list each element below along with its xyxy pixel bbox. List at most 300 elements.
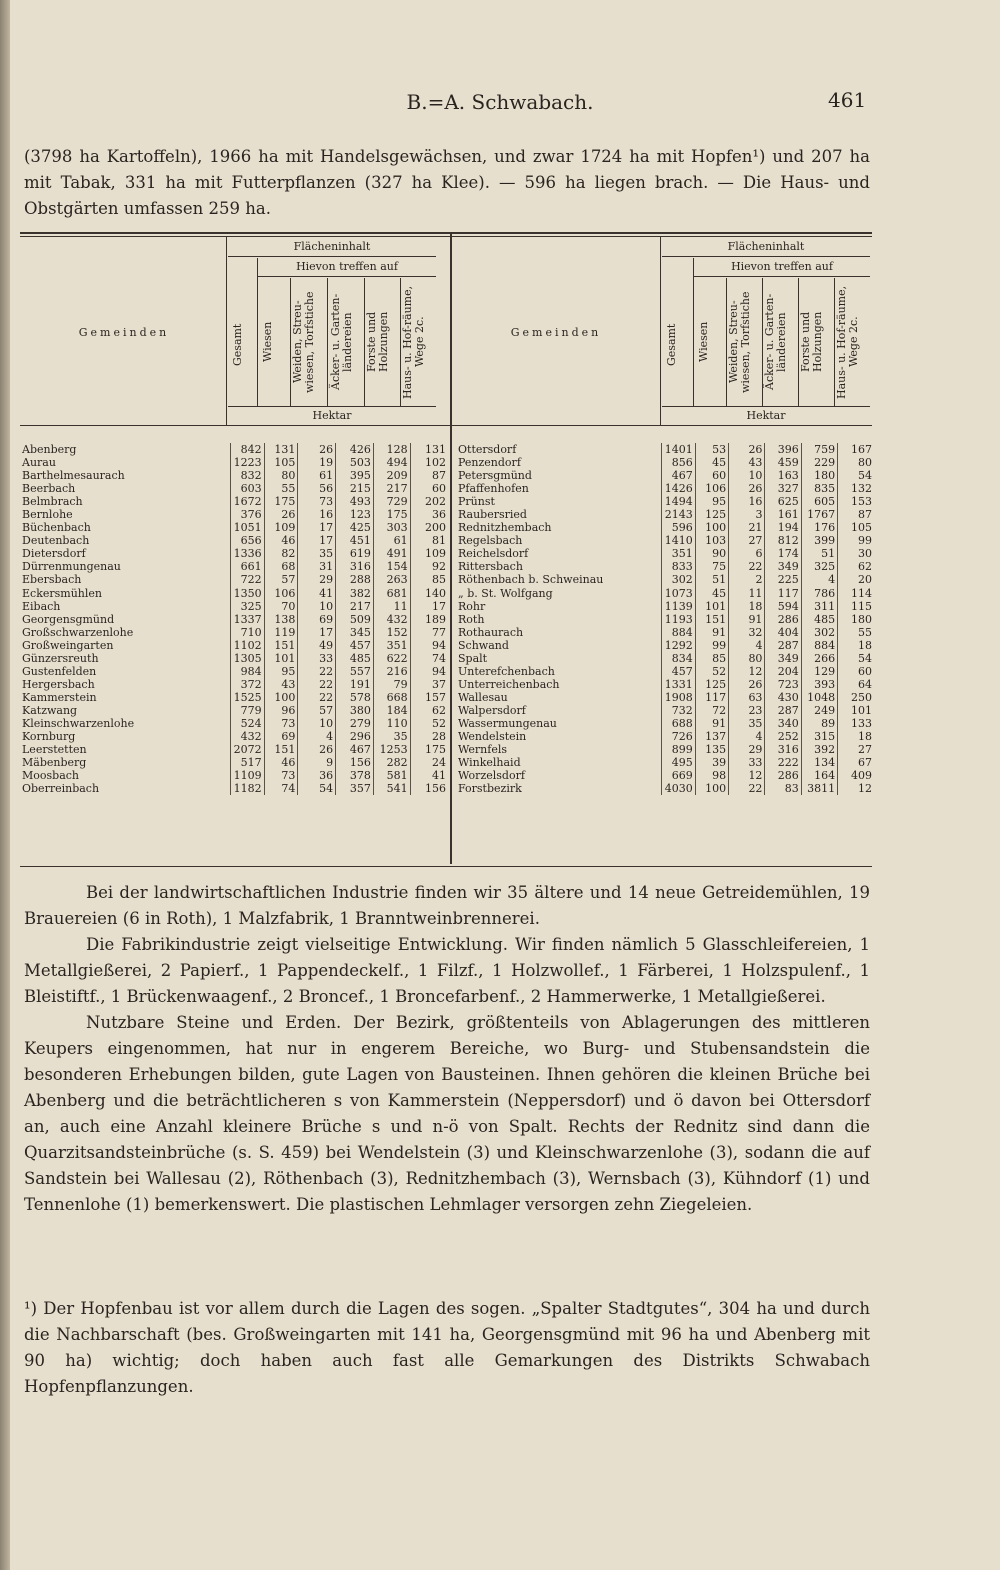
page-number: 461	[828, 88, 867, 112]
area-value: 176	[801, 521, 837, 534]
area-value: 62	[410, 704, 448, 717]
intro-paragraph	[24, 144, 870, 222]
area-value: 1253	[373, 743, 410, 756]
right-table-row	[456, 482, 874, 495]
table-head-rule	[20, 425, 872, 426]
area-value: 681	[373, 587, 410, 600]
area-value: 302	[801, 626, 837, 639]
municipality-name: Rittersbach	[458, 560, 523, 574]
municipality-name: „ b. St. Wolfgang	[458, 586, 553, 600]
area-value: 10	[298, 600, 336, 613]
area-value: 46	[264, 534, 298, 547]
area-value: 12	[729, 769, 765, 782]
right-table-row	[456, 626, 874, 639]
area-value: 114	[838, 587, 874, 600]
right-table-row	[456, 665, 874, 678]
municipality-name: Rothaurach	[458, 625, 524, 639]
area-value: 1139	[662, 600, 695, 613]
area-value: 191	[336, 678, 374, 691]
area-value: 11	[373, 600, 410, 613]
right-table-row	[456, 678, 874, 691]
area-value: 189	[410, 613, 448, 626]
area-value: 91	[729, 613, 765, 626]
area-value: 1292	[662, 639, 695, 652]
area-value: 61	[298, 469, 336, 482]
paragraph-industry: Bei der landwirtschaftlichen Industrie finden wir 35 ältere und 14 neue Getreidemühlen, 19 Brauereien (6 in Roth), 1 Malzfabrik, 1 Branntweinbrennerei.	[24, 883, 870, 928]
area-value: 404	[765, 626, 801, 639]
area-value: 494	[373, 456, 410, 469]
area-value: 668	[373, 691, 410, 704]
area-value: 109	[410, 547, 448, 560]
area-value: 80	[729, 652, 765, 665]
area-value: 123	[336, 508, 374, 521]
municipality-name: Regelsbach	[458, 534, 523, 548]
right-table-row	[456, 508, 874, 521]
municipality-name: Kammerstein	[22, 690, 97, 704]
area-value: 316	[765, 743, 801, 756]
area-value: 1426	[662, 482, 695, 495]
area-value: 209	[373, 469, 410, 482]
area-value: 61	[373, 534, 410, 547]
area-value: 102	[410, 456, 448, 469]
area-value: 249	[801, 704, 837, 717]
hdr-vrule	[762, 278, 763, 406]
area-value: 35	[298, 547, 336, 560]
municipality-name: Spalt	[458, 651, 488, 665]
right-table-row	[456, 560, 874, 573]
left-total-header: Gesamt	[231, 323, 244, 367]
area-value: 100	[695, 782, 728, 795]
area-value: 1672	[230, 495, 264, 508]
area-value: 1182	[230, 782, 264, 795]
area-value: 250	[838, 691, 874, 704]
area-value: 4	[298, 730, 336, 743]
municipality-name: Pfaffenhofen	[458, 482, 529, 496]
area-value: 119	[264, 626, 298, 639]
area-value: 2143	[662, 508, 695, 521]
left-col-header-5: Haus- u. Hof-räume, Wege 2c.	[401, 285, 426, 399]
area-value: 180	[801, 469, 837, 482]
municipality-name: Winkelhaid	[458, 756, 521, 770]
area-value: 1073	[662, 587, 695, 600]
area-value: 27	[838, 743, 874, 756]
area-value: 184	[373, 704, 410, 717]
right-col-header-5: Haus- u. Hof-räume, Wege 2c.	[835, 285, 860, 399]
area-value: 834	[662, 652, 695, 665]
area-value: 31	[298, 560, 336, 573]
area-value: 426	[336, 443, 374, 456]
municipality-name: Deutenbach	[22, 534, 90, 548]
area-value: 457	[662, 665, 695, 678]
area-value: 10	[298, 717, 336, 730]
area-value: 503	[336, 456, 374, 469]
right-table-row	[456, 587, 874, 600]
area-value: 4	[729, 639, 765, 652]
area-value: 62	[838, 560, 874, 573]
area-value: 4030	[662, 782, 695, 795]
area-value: 395	[336, 469, 374, 482]
right-table-row	[456, 469, 874, 482]
area-value: 835	[801, 482, 837, 495]
area-value: 327	[765, 482, 801, 495]
right-table-row	[456, 613, 874, 626]
area-value: 459	[765, 456, 801, 469]
area-value: 164	[801, 769, 837, 782]
area-value: 26	[729, 443, 765, 456]
left-col-header-2: Weiden, Streu-wiesen, Torfstiche	[291, 291, 316, 393]
area-value: 1525	[230, 691, 264, 704]
municipality-name: Penzendorf	[458, 456, 521, 470]
area-value: 4	[729, 730, 765, 743]
area-value: 215	[336, 482, 374, 495]
left-table-row	[20, 508, 448, 521]
area-value: 622	[373, 652, 410, 665]
area-value: 16	[729, 495, 765, 508]
area-value: 1908	[662, 691, 695, 704]
area-value: 495	[662, 756, 695, 769]
running-head: B.=A. Schwabach.	[406, 90, 594, 114]
area-value: 180	[838, 613, 874, 626]
area-value: 54	[838, 469, 874, 482]
right-table-row	[456, 782, 874, 795]
area-value: 91	[695, 717, 728, 730]
municipality-name: Wernfels	[458, 743, 508, 757]
area-value: 732	[662, 704, 695, 717]
area-value: 26	[298, 443, 336, 456]
left-table-row	[20, 730, 448, 743]
right-sub-rule	[694, 276, 870, 277]
right-col-header-3: Äcker- u. Garten-ländereien	[763, 293, 788, 391]
hdr-vrule	[798, 278, 799, 406]
area-value: 92	[410, 560, 448, 573]
right-table-row	[456, 743, 874, 756]
area-value: 99	[838, 534, 874, 547]
left-table-row	[20, 534, 448, 547]
area-value: 491	[373, 547, 410, 560]
right-table-row	[456, 600, 874, 613]
area-value: 156	[410, 782, 448, 795]
left-table-row	[20, 560, 448, 573]
left-table-row	[20, 782, 448, 795]
hdr-vrule	[290, 278, 291, 406]
area-value: 287	[765, 704, 801, 717]
area-value: 18	[838, 730, 874, 743]
area-value: 425	[336, 521, 374, 534]
area-value: 125	[695, 678, 728, 691]
area-value: 55	[264, 482, 298, 495]
municipality-name: Hergersbach	[22, 677, 95, 691]
left-table-row	[20, 743, 448, 756]
area-value: 95	[695, 495, 728, 508]
left-sub-header: Hievon treffen auf	[296, 260, 398, 273]
area-value: 710	[230, 626, 264, 639]
left-table-row	[20, 691, 448, 704]
area-value: 594	[765, 600, 801, 613]
area-value: 157	[410, 691, 448, 704]
municipality-name: Wallesau	[458, 690, 508, 704]
area-value: 263	[373, 573, 410, 586]
area-value: 152	[373, 626, 410, 639]
left-table-row	[20, 547, 448, 560]
area-value: 128	[373, 443, 410, 456]
right-col-header-2: Weiden, Streu-wiesen, Torfstiche	[727, 291, 752, 393]
area-value: 30	[838, 547, 874, 560]
municipality-name: Oberreinbach	[22, 782, 100, 796]
area-value: 117	[695, 691, 728, 704]
area-value: 311	[801, 600, 837, 613]
footnote	[24, 1296, 870, 1400]
municipality-name: Ebersbach	[22, 573, 82, 587]
area-value: 17	[298, 521, 336, 534]
area-value: 296	[336, 730, 374, 743]
municipality-name: Forstbezirk	[458, 782, 522, 796]
area-value: 493	[336, 495, 374, 508]
municipality-name: Unterreichenbach	[458, 677, 560, 691]
right-col-name-header: Gemeinden	[510, 326, 602, 339]
area-value: 22	[298, 665, 336, 678]
area-value: 132	[838, 482, 874, 495]
area-value: 39	[695, 756, 728, 769]
area-value: 17	[298, 626, 336, 639]
area-value: 154	[373, 560, 410, 573]
area-value: 1051	[230, 521, 264, 534]
area-value: 100	[695, 521, 728, 534]
left-table-row	[20, 769, 448, 782]
left-table-row	[20, 678, 448, 691]
area-value: 49	[298, 639, 336, 652]
area-value: 430	[765, 691, 801, 704]
area-value: 194	[765, 521, 801, 534]
area-value: 984	[230, 665, 264, 678]
left-table-row	[20, 482, 448, 495]
right-col-header-1: Wiesen	[697, 321, 710, 363]
municipality-name: Wendelstein	[458, 730, 527, 744]
municipality-name: Eckersmühlen	[22, 586, 102, 600]
municipality-name: Wassermungenau	[458, 716, 557, 730]
area-value: 24	[410, 756, 448, 769]
area-value: 156	[336, 756, 374, 769]
right-unit-header: Hektar	[746, 409, 786, 422]
right-table-row	[456, 730, 874, 743]
area-value: 94	[410, 665, 448, 678]
area-value: 467	[662, 469, 695, 482]
left-table-row	[20, 717, 448, 730]
area-value: 392	[801, 743, 837, 756]
area-value: 625	[765, 495, 801, 508]
table-top-rule	[20, 232, 872, 234]
area-value: 372	[230, 678, 264, 691]
area-value: 19	[298, 456, 336, 469]
area-value: 432	[230, 730, 264, 743]
municipality-name: Schwand	[458, 638, 509, 652]
area-value: 28	[410, 730, 448, 743]
area-value: 175	[410, 743, 448, 756]
area-value: 161	[765, 508, 801, 521]
left-table-row	[20, 573, 448, 586]
area-value: 151	[695, 613, 728, 626]
area-value: 57	[264, 573, 298, 586]
municipality-name: Prünst	[458, 495, 495, 509]
area-value: 509	[336, 613, 374, 626]
area-value: 131	[410, 443, 448, 456]
area-value: 82	[264, 547, 298, 560]
area-value: 578	[336, 691, 374, 704]
municipality-name: Dürrenmungenau	[22, 560, 121, 574]
area-value: 167	[838, 443, 874, 456]
area-value: 22	[298, 691, 336, 704]
area-value: 200	[410, 521, 448, 534]
area-value: 12	[838, 782, 874, 795]
area-value: 26	[729, 678, 765, 691]
area-value: 175	[264, 495, 298, 508]
area-value: 812	[765, 534, 801, 547]
area-value: 153	[838, 495, 874, 508]
left-data-table	[20, 443, 448, 795]
area-value: 378	[336, 769, 374, 782]
municipality-name: Petersgmünd	[458, 469, 532, 483]
area-value: 73	[264, 717, 298, 730]
area-value: 605	[801, 495, 837, 508]
area-value: 10	[729, 469, 765, 482]
hdr-vrule	[257, 258, 258, 406]
municipality-name: Worzelsdorf	[458, 769, 525, 783]
area-value: 884	[801, 639, 837, 652]
body-text	[24, 880, 870, 1218]
area-value: 345	[336, 626, 374, 639]
area-value: 80	[838, 456, 874, 469]
area-value: 18	[729, 600, 765, 613]
left-table-row	[20, 469, 448, 482]
area-value: 1350	[230, 587, 264, 600]
area-value: 37	[410, 678, 448, 691]
municipality-name: Ottersdorf	[458, 443, 517, 456]
area-value: 101	[838, 704, 874, 717]
right-total-header: Gesamt	[665, 323, 678, 367]
left-col-header-4: Forste und Holzungen	[365, 311, 390, 373]
area-value: 12	[729, 665, 765, 678]
municipality-name: Mäbenberg	[22, 756, 87, 770]
area-value: 23	[729, 704, 765, 717]
area-value: 16	[298, 508, 336, 521]
area-value: 1193	[662, 613, 695, 626]
municipality-name: Günzersreuth	[22, 651, 99, 665]
area-value: 457	[336, 639, 374, 652]
area-value: 27	[729, 534, 765, 547]
area-value: 26	[264, 508, 298, 521]
area-value: 541	[373, 782, 410, 795]
left-table-row	[20, 704, 448, 717]
left-table-row	[20, 756, 448, 769]
area-value: 35	[729, 717, 765, 730]
table-center-rule	[450, 234, 452, 864]
municipality-name: Eibach	[22, 599, 61, 613]
area-value: 832	[230, 469, 264, 482]
right-table-row	[456, 691, 874, 704]
area-value: 517	[230, 756, 264, 769]
municipality-name: Reichelsdorf	[458, 547, 529, 561]
area-value: 51	[695, 573, 728, 586]
area-value: 303	[373, 521, 410, 534]
area-value: 393	[801, 678, 837, 691]
area-value: 43	[729, 456, 765, 469]
municipality-name: Unterefchenbach	[458, 664, 555, 678]
area-value: 51	[801, 547, 837, 560]
area-value: 222	[765, 756, 801, 769]
left-table-row	[20, 456, 448, 469]
area-value: 69	[298, 613, 336, 626]
area-value: 81	[410, 534, 448, 547]
area-value: 98	[695, 769, 728, 782]
footnote-text: ¹) Der Hopfenbau ist vor allem durch die Lagen des sogen. „Spalter Stadtgutes“, 304 ha und durch die Nachbarschaft (bes. Großweingarten mit 141 ha, Georgensgmünd mit 96 ha und Abenberg mit 90 ha) wichtig; doch haben auch fast alle Gemarkungen des Distrikts Schwabach Hopfenpflanzungen.	[24, 1299, 870, 1396]
area-value: 77	[410, 626, 448, 639]
right-table-row	[456, 443, 874, 456]
area-value: 302	[662, 573, 695, 586]
area-value: 135	[695, 743, 728, 756]
area-value: 41	[410, 769, 448, 782]
area-value: 2072	[230, 743, 264, 756]
area-value: 382	[336, 587, 374, 600]
municipality-name: Aurau	[22, 456, 56, 470]
right-table-row	[456, 534, 874, 547]
area-value: 202	[410, 495, 448, 508]
area-value: 69	[264, 730, 298, 743]
area-value: 18	[838, 639, 874, 652]
area-value: 786	[801, 587, 837, 600]
area-value: 884	[662, 626, 695, 639]
right-unit-rule	[662, 406, 870, 407]
area-value: 56	[298, 482, 336, 495]
area-value: 60	[695, 469, 728, 482]
area-value: 266	[801, 652, 837, 665]
area-value: 129	[801, 665, 837, 678]
area-value: 73	[264, 769, 298, 782]
area-value: 52	[410, 717, 448, 730]
left-table-row	[20, 600, 448, 613]
area-value: 94	[410, 639, 448, 652]
area-value: 101	[695, 600, 728, 613]
area-value: 396	[765, 443, 801, 456]
area-value: 32	[729, 626, 765, 639]
area-value: 467	[336, 743, 374, 756]
area-value: 72	[695, 704, 728, 717]
right-col-header-4: Forste und Holzungen	[799, 311, 824, 373]
area-value: 26	[298, 743, 336, 756]
area-value: 688	[662, 717, 695, 730]
left-table-row	[20, 587, 448, 600]
right-table-row	[456, 521, 874, 534]
area-value: 325	[801, 560, 837, 573]
area-value: 174	[765, 547, 801, 560]
area-value: 432	[373, 613, 410, 626]
area-value: 856	[662, 456, 695, 469]
area-value: 43	[264, 678, 298, 691]
area-value: 316	[336, 560, 374, 573]
municipality-name: Georgensgmünd	[22, 612, 115, 626]
area-value: 485	[336, 652, 374, 665]
municipality-name: Büchenbach	[22, 521, 91, 535]
municipality-name: Raubersried	[458, 508, 527, 522]
area-value: 1331	[662, 678, 695, 691]
area-value: 351	[662, 547, 695, 560]
right-sub-header: Hievon treffen auf	[731, 260, 833, 273]
left-sub-rule	[258, 276, 436, 277]
municipality-name: Abenberg	[22, 443, 77, 456]
area-value: 351	[373, 639, 410, 652]
area-value: 325	[230, 600, 264, 613]
right-table-row	[456, 495, 874, 508]
area-value: 22	[729, 782, 765, 795]
right-table-row	[456, 704, 874, 717]
